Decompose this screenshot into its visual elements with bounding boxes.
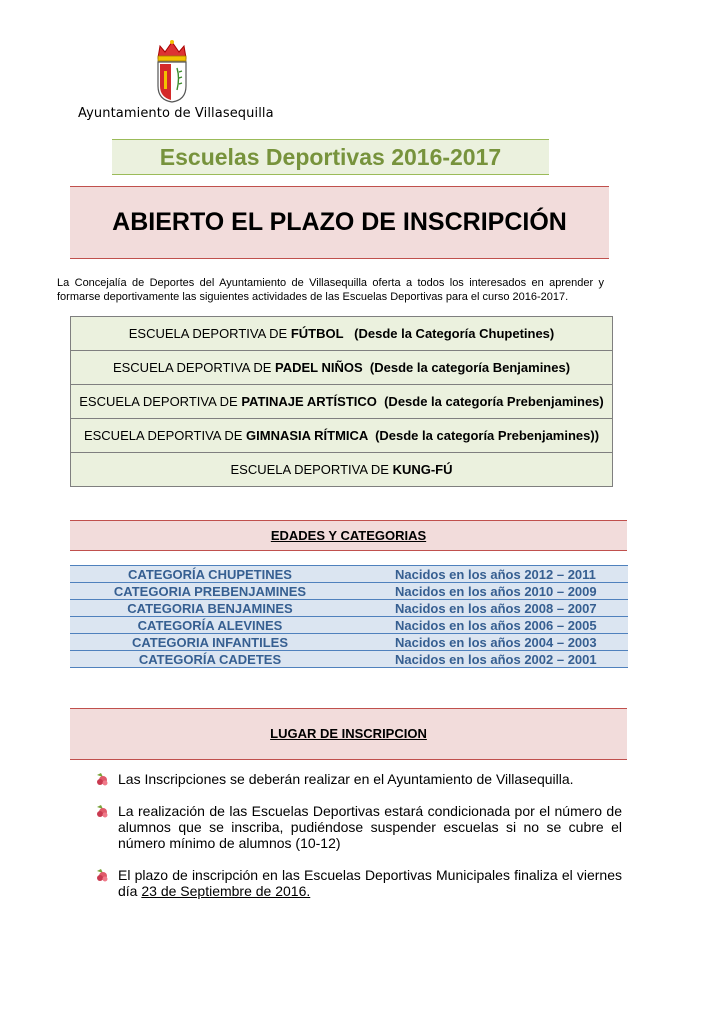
note-text: La realización de las Escuelas Deportivas estará condicionada por el número de alumnos que se inscriba, pudiéndose suspender escuelas si no se cubre el número mínimo de alumnos (10-12) xyxy=(118,803,622,851)
list-item xyxy=(95,771,622,787)
season-title: Escuelas Deportivas 2016-2017 xyxy=(112,139,549,175)
activity-prefix: ESCUELA DEPORTIVA DE xyxy=(128,326,291,341)
flower-bullet-icon xyxy=(95,804,109,818)
ages-section-header xyxy=(70,520,627,551)
ages-title: EDADES Y CATEGORIAS xyxy=(270,528,427,543)
activity-sport: PATINAJE ARTÍSTICO xyxy=(241,394,377,409)
place-section-header xyxy=(70,708,627,760)
years-cell: Nacidos en los años 2010 – 2009 xyxy=(350,583,628,600)
activity-prefix: ESCUELA DEPORTIVA DE xyxy=(112,360,276,375)
age-categories-table xyxy=(70,565,628,668)
activity-prefix: ESCUELA DEPORTIVA DE xyxy=(230,462,393,477)
years-cell: Nacidos en los años 2008 – 2007 xyxy=(350,600,628,617)
category-cell: CATEGORIA PREBENJAMINES xyxy=(70,583,350,600)
activity-sport: PADEL NIÑOS xyxy=(275,360,363,375)
table-row xyxy=(70,600,628,617)
banner-title: ABIERTO EL PLAZO DE INSCRIPCIÓN xyxy=(112,208,567,236)
table-row xyxy=(70,583,628,600)
category-cell: CATEGORÍA ALEVINES xyxy=(70,617,350,634)
activities-table xyxy=(70,316,613,487)
years-cell: Nacidos en los años 2002 – 2001 xyxy=(350,651,628,668)
intro-paragraph: La Concejalía de Deportes del Ayuntamiento de Villasequilla oferta a todos los interesados en aprender y formarse deportivamente las siguientes actividades de las Escuelas Deportivas para el curso 2016-2017. xyxy=(57,277,604,303)
category-cell: CATEGORIA INFANTILES xyxy=(70,634,350,651)
list-item xyxy=(95,803,622,851)
activity-row xyxy=(71,453,613,487)
note-text: El plazo de inscripción en las Escuelas Deportivas Municipales finaliza el viernes día xyxy=(118,867,622,899)
list-item xyxy=(95,867,622,899)
activity-prefix: ESCUELA DEPORTIVA DE xyxy=(79,394,242,409)
coat-of-arms-icon xyxy=(154,38,190,104)
activity-sport: KUNG-FÚ xyxy=(392,462,453,477)
registration-open-banner xyxy=(70,186,609,259)
organization-name: Ayuntamiento de Villasequilla xyxy=(78,106,274,121)
table-row xyxy=(70,617,628,634)
activity-category: (Desde la categoría Benjamines) xyxy=(362,360,571,375)
activity-category: (Desde la categoría Prebenjamines) xyxy=(376,394,604,409)
activity-category: (Desde la Categoría Chupetines) xyxy=(343,326,555,341)
years-cell: Nacidos en los años 2012 – 2011 xyxy=(350,566,628,583)
years-cell: Nacidos en los años 2004 – 2003 xyxy=(350,634,628,651)
table-row xyxy=(70,566,628,583)
activity-sport: FÚTBOL xyxy=(290,326,344,341)
category-cell: CATEGORIA BENJAMINES xyxy=(70,600,350,617)
years-cell: Nacidos en los años 2006 – 2005 xyxy=(350,617,628,634)
place-title: LUGAR DE INSCRIPCION xyxy=(270,726,427,741)
deadline-date: 23 de Septiembre de 2016. xyxy=(141,883,311,899)
activity-row xyxy=(71,351,613,385)
activity-row xyxy=(71,385,613,419)
activity-row xyxy=(71,419,613,453)
activity-sport: GIMNASIA RÍTMICA xyxy=(246,428,368,443)
flower-bullet-icon xyxy=(95,772,109,786)
activity-category: (Desde la categoría Prebenjamines)) xyxy=(367,428,600,443)
activity-prefix: ESCUELA DEPORTIVA DE xyxy=(83,428,247,443)
flower-bullet-icon xyxy=(95,868,109,882)
table-row xyxy=(70,651,628,668)
table-row xyxy=(70,634,628,651)
registration-notes xyxy=(95,771,622,915)
activity-row xyxy=(71,317,613,351)
category-cell: CATEGORÍA CADETES xyxy=(70,651,350,668)
category-cell: CATEGORÍA CHUPETINES xyxy=(70,566,350,583)
note-text: Las Inscripciones se deberán realizar en el Ayuntamiento de Villasequilla. xyxy=(118,771,574,787)
